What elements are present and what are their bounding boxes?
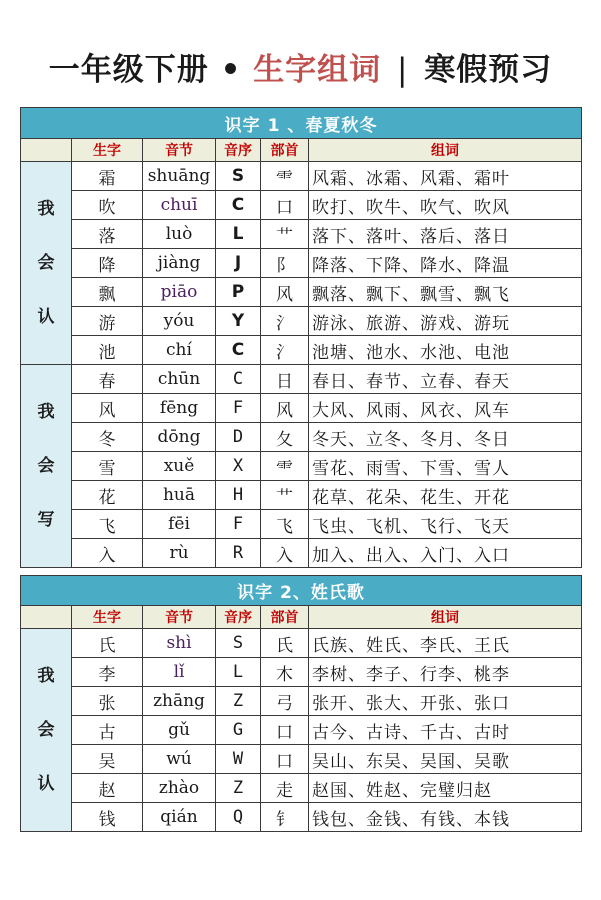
cell-words: 张开、张大、开张、张口 [309, 687, 582, 716]
table-row [21, 687, 582, 716]
cell-pinyin: gǔ [143, 716, 216, 745]
side-header-cell [21, 606, 72, 629]
section-title: 识字 2、姓氏歌 [21, 576, 582, 606]
cell-char: 雪 [72, 452, 143, 481]
group-label-char: 会 [37, 456, 55, 476]
cell-char: 池 [72, 336, 143, 365]
section-title-row [21, 576, 582, 606]
table-row [21, 423, 582, 452]
cell-radical: ⻗ [261, 162, 309, 191]
cell-pinyin: jiàng [143, 249, 216, 278]
cell-char: 钱 [72, 803, 143, 832]
cell-pinyin: chuī [143, 191, 216, 220]
group-label-char: 认 [37, 307, 55, 327]
cell-words: 钱包、金钱、有钱、本钱 [309, 803, 582, 832]
cell-index: Z [216, 687, 261, 716]
cell-words: 冬天、立冬、冬月、冬日 [309, 423, 582, 452]
col-header-char: 生字 [72, 139, 143, 162]
cell-radical: ⻗ [261, 452, 309, 481]
side-header-cell [21, 139, 72, 162]
cell-index: J [216, 249, 261, 278]
cell-index: X [216, 452, 261, 481]
table-row [21, 745, 582, 774]
cell-pinyin: lǐ [143, 658, 216, 687]
cell-pinyin: luò [143, 220, 216, 249]
cell-radical: 钅 [261, 803, 309, 832]
cell-radical: 口 [261, 191, 309, 220]
cell-char: 落 [72, 220, 143, 249]
cell-radical: 口 [261, 716, 309, 745]
col-header-index: 音序 [216, 139, 261, 162]
cell-radical: 入 [261, 539, 309, 568]
cell-radical: 风 [261, 278, 309, 307]
group-label-recognize [21, 162, 72, 365]
cell-words: 雪花、雨雪、下雪、雪人 [309, 452, 582, 481]
title-topic: 生字组词 [253, 52, 382, 88]
cell-radical: 艹 [261, 481, 309, 510]
cell-pinyin: chūn [143, 365, 216, 394]
table-row [21, 481, 582, 510]
table-row [21, 716, 582, 745]
cell-char: 李 [72, 658, 143, 687]
cell-radical: 氵 [261, 336, 309, 365]
cell-pinyin: fēng [143, 394, 216, 423]
group-label-char: 会 [37, 720, 55, 740]
table-row [21, 307, 582, 336]
table-row [21, 220, 582, 249]
cell-char: 飘 [72, 278, 143, 307]
group-label-write [21, 365, 72, 568]
table-row [21, 452, 582, 481]
group-label-recognize [21, 629, 72, 832]
table-row [21, 774, 582, 803]
cell-index: Q [216, 803, 261, 832]
table-row [21, 539, 582, 568]
cell-radical: 阝 [261, 249, 309, 278]
cell-pinyin: shuāng [143, 162, 216, 191]
table-row [21, 658, 582, 687]
table-row [21, 249, 582, 278]
cell-words: 加入、出入、入门、入口 [309, 539, 582, 568]
cell-pinyin: huā [143, 481, 216, 510]
cell-pinyin: chí [143, 336, 216, 365]
col-header-radical: 部首 [261, 139, 309, 162]
table-row [21, 162, 582, 191]
cell-pinyin: piāo [143, 278, 216, 307]
page-title [0, 48, 601, 92]
cell-char: 氏 [72, 629, 143, 658]
table-row [21, 191, 582, 220]
group-label-char: 我 [37, 666, 55, 686]
cell-words: 春日、春节、立春、春天 [309, 365, 582, 394]
cell-pinyin: rù [143, 539, 216, 568]
cell-radical: 口 [261, 745, 309, 774]
col-header-pinyin: 音节 [143, 606, 216, 629]
cell-words: 飘落、飘下、飘雪、飘飞 [309, 278, 582, 307]
group-label-char: 我 [37, 402, 55, 422]
cell-char: 游 [72, 307, 143, 336]
cell-radical: 风 [261, 394, 309, 423]
cell-index: H [216, 481, 261, 510]
cell-char: 吴 [72, 745, 143, 774]
table-row [21, 510, 582, 539]
section-title: 识字 1 、春夏秋冬 [21, 108, 582, 139]
cell-char: 赵 [72, 774, 143, 803]
cell-pinyin: zhāng [143, 687, 216, 716]
cell-radical: 木 [261, 658, 309, 687]
title-separator: | [396, 52, 409, 88]
cell-pinyin: fēi [143, 510, 216, 539]
title-grade: 一年级下册 [48, 52, 209, 88]
cell-pinyin: qián [143, 803, 216, 832]
col-header-radical: 部首 [261, 606, 309, 629]
section-title-row [21, 108, 582, 139]
cell-char: 吹 [72, 191, 143, 220]
cell-pinyin: wú [143, 745, 216, 774]
col-header-words: 组词 [309, 606, 582, 629]
cell-index: S [216, 629, 261, 658]
cell-radical: 氏 [261, 629, 309, 658]
cell-char: 飞 [72, 510, 143, 539]
cell-radical: 飞 [261, 510, 309, 539]
cell-words: 赵国、姓赵、完璧归赵 [309, 774, 582, 803]
cell-char: 冬 [72, 423, 143, 452]
cell-words: 风霜、冰霜、风霜、霜叶 [309, 162, 582, 191]
cell-char: 花 [72, 481, 143, 510]
cell-words: 吴山、东吴、吴国、吴歌 [309, 745, 582, 774]
cell-words: 落下、落叶、落后、落日 [309, 220, 582, 249]
group-label-char: 写 [37, 510, 55, 530]
cell-char: 入 [72, 539, 143, 568]
cell-radical: 日 [261, 365, 309, 394]
cell-words: 李树、李子、行李、桃李 [309, 658, 582, 687]
col-header-char: 生字 [72, 606, 143, 629]
cell-char: 降 [72, 249, 143, 278]
cell-words: 吹打、吹牛、吹气、吹风 [309, 191, 582, 220]
cell-index: Z [216, 774, 261, 803]
title-dot: • [220, 52, 242, 88]
cell-index: G [216, 716, 261, 745]
cell-pinyin: yóu [143, 307, 216, 336]
cell-words: 氏族、姓氏、李氏、王氏 [309, 629, 582, 658]
section-1-table [20, 107, 582, 568]
cell-words: 飞虫、飞机、飞行、飞天 [309, 510, 582, 539]
cell-words: 游泳、旅游、游戏、游玩 [309, 307, 582, 336]
title-subtitle: 寒假预习 [424, 52, 553, 88]
cell-index: C [216, 365, 261, 394]
cell-pinyin: xuě [143, 452, 216, 481]
table-row [21, 803, 582, 832]
cell-words: 大风、风雨、风衣、风车 [309, 394, 582, 423]
cell-pinyin: zhào [143, 774, 216, 803]
cell-pinyin: dōng [143, 423, 216, 452]
cell-radical: 艹 [261, 220, 309, 249]
col-header-words: 组词 [309, 139, 582, 162]
cell-index: L [216, 220, 261, 249]
cell-char: 古 [72, 716, 143, 745]
cell-pinyin: shì [143, 629, 216, 658]
cell-radical: 弓 [261, 687, 309, 716]
cell-index: F [216, 394, 261, 423]
table-row [21, 336, 582, 365]
group-label-char: 我 [37, 199, 55, 219]
table-row [21, 278, 582, 307]
cell-words: 池塘、池水、水池、电池 [309, 336, 582, 365]
cell-char: 霜 [72, 162, 143, 191]
cell-index: C [216, 191, 261, 220]
cell-char: 春 [72, 365, 143, 394]
cell-index: L [216, 658, 261, 687]
cell-index: C [216, 336, 261, 365]
cell-index: W [216, 745, 261, 774]
cell-index: S [216, 162, 261, 191]
cell-index: F [216, 510, 261, 539]
cell-radical: 走 [261, 774, 309, 803]
cell-index: P [216, 278, 261, 307]
cell-index: D [216, 423, 261, 452]
cell-words: 古今、古诗、千古、古时 [309, 716, 582, 745]
cell-index: Y [216, 307, 261, 336]
cell-index: R [216, 539, 261, 568]
cell-char: 张 [72, 687, 143, 716]
cell-radical: 夂 [261, 423, 309, 452]
col-header-pinyin: 音节 [143, 139, 216, 162]
col-header-index: 音序 [216, 606, 261, 629]
cell-words: 花草、花朵、花生、开花 [309, 481, 582, 510]
cell-radical: 氵 [261, 307, 309, 336]
table-row [21, 629, 582, 658]
table-row [21, 365, 582, 394]
group-label-char: 认 [37, 774, 55, 794]
column-header-row [21, 139, 582, 162]
group-label-char: 会 [37, 253, 55, 273]
column-header-row [21, 606, 582, 629]
section-2-table [20, 575, 582, 832]
cell-words: 降落、下降、降水、降温 [309, 249, 582, 278]
table-row [21, 394, 582, 423]
cell-char: 风 [72, 394, 143, 423]
